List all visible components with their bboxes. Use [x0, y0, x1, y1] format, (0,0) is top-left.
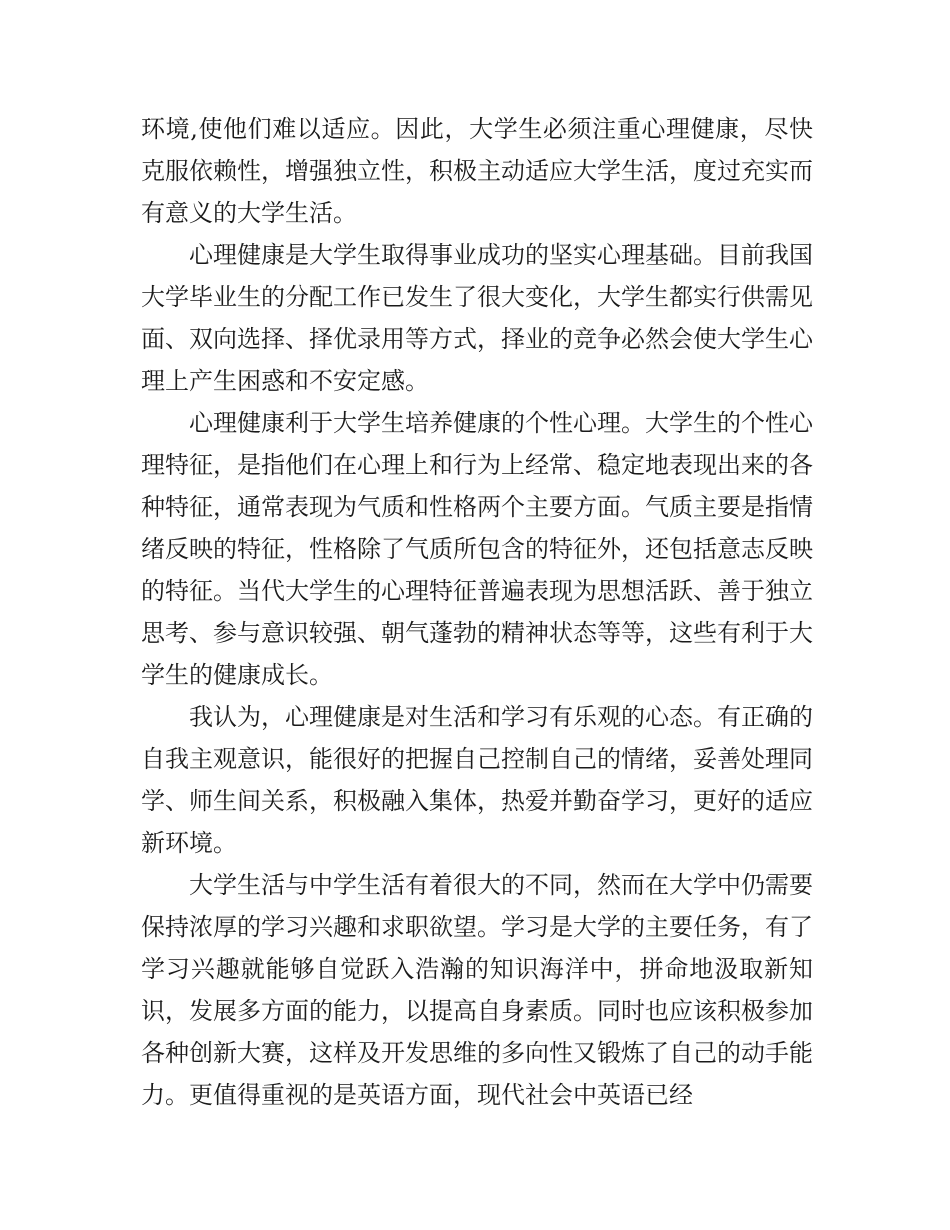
paragraph-1: 环境,使他们难以适应。因此，大学生必须注重心理健康，尽快克服依赖性，增强独立性，积极主动适应大学生活，度过充实而有意义的大学生活。 — [141, 115, 813, 227]
document-body — [141, 108, 813, 1116]
paragraph-3: 心理健康利于大学生培养健康的个性心理。大学生的个性心理特征，是指他们在心理上和行为上经常、稳定地表现出来的各种特征，通常表现为气质和性格两个主要方面。气质主要是指情绪反映的特征，性格除了气质所包含的特征外，还包括意志反映的特征。当代大学生的心理特征普遍表现为思想活跃、善于独立思考、参与意识较强、朝气蓬勃的精神状态等等，这些有利于大学生的健康成长。 — [141, 409, 813, 689]
paragraph-2: 心理健康是大学生取得事业成功的坚实心理基础。目前我国大学毕业生的分配工作已发生了很大变化，大学生都实行供需见面、双向选择、择优录用等方式，择业的竞争必然会使大学生心理上产生困惑和不安定感。 — [141, 241, 813, 395]
paragraph-5: 大学生活与中学生活有着很大的不同，然而在大学中仍需要保持浓厚的学习兴趣和求职欲望。学习是大学的主要任务，有了学习兴趣就能够自觉跃入浩瀚的知识海洋中，拼命地汲取新知识，发展多方面的能力，以提高自身素质。同时也应该积极参加各种创新大赛，这样及开发思维的多向性又锻炼了自己的动手能力。更值得重视的是英语方面，现代社会中英语已经 — [141, 871, 813, 1109]
paragraph-4: 我认为，心理健康是对生活和学习有乐观的心态。有正确的自我主观意识，能很好的把握自己控制自己的情绪，妥善处理同学、师生间关系，积极融入集体，热爱并勤奋学习，更好的适应新环境。 — [141, 703, 813, 857]
